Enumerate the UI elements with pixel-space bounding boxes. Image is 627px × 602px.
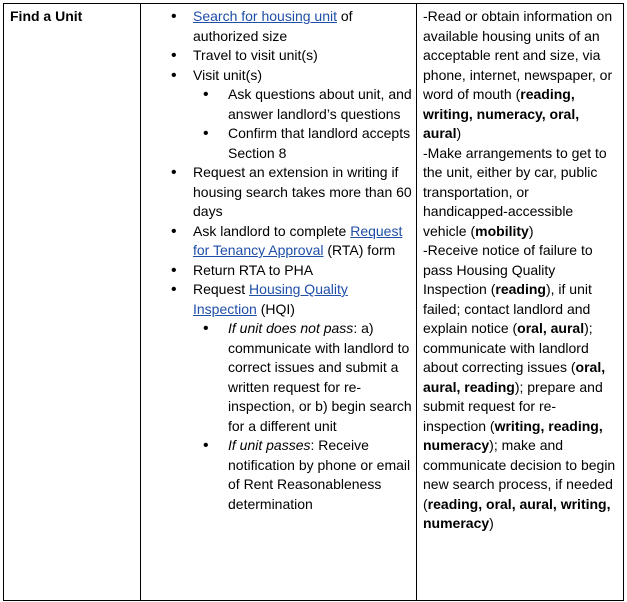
passes-text: : Receive notification by phone or email of Rent Reasonableness determination (228, 437, 411, 512)
task-column (4, 4, 141, 600)
step-hqi (141, 280, 412, 514)
not-pass-italic: If unit does not pass (228, 320, 354, 336)
step-hqi-post: (HQI) (256, 300, 295, 317)
skills-paragraph-3: -Receive notice of failure to pass Housing Quality Inspection (reading), if unit failed; contact landlord and explain notice (oral, aural); communicate with landlord about correcting issues (oral, aural, reading); prepare and submit request for re-inspection (writing, reading, numeracy); make and communicate decision to begin new search process, if needed (reading, oral, aural, writing, numeracy) (423, 242, 616, 531)
rta-link[interactable]: Request for Tenancy Approval (193, 222, 403, 258)
substep-ask-questions: • Ask questions about unit, and answer landlord’s questions (193, 85, 412, 124)
step-visit-text: Visit unit(s) (193, 66, 262, 83)
step-search (141, 7, 412, 46)
step-hqi-pre: Request (193, 281, 250, 297)
hqi-substeps (193, 319, 412, 514)
skills-paragraph-2: -Make arrangements to get to the unit, either by car, public transportation, or handicapped-accessible vehicle (mobility) (423, 144, 607, 239)
substep-passes (193, 436, 412, 514)
activity-table (3, 3, 624, 601)
substep-confirm-section8: • Confirm that landlord accepts Section 8 (193, 124, 412, 163)
task-label: Find a Unit (10, 8, 83, 24)
step-rta (141, 222, 412, 261)
step-return-rta: • Return RTA to PHA (141, 261, 412, 281)
visit-substeps (193, 85, 412, 163)
skills-paragraph-1: -Read or obtain information on available housing units of an acceptable rent and size, via phone, internet, newspaper, or word of mouth (reading, writing, numeracy, oral, aural) (423, 8, 613, 141)
step-visit (141, 66, 412, 164)
substep-not-pass (193, 319, 412, 436)
search-housing-link[interactable]: Search for housing unit (193, 8, 337, 24)
steps-list (141, 7, 412, 514)
step-rta-pre: Ask landlord to complete (193, 222, 351, 239)
skills-column (417, 4, 623, 600)
not-pass-text: : a) communicate with landlord to correct issues and submit a written request for re-inspection, or b) begin search for a different unit (228, 320, 412, 434)
steps-column (141, 4, 417, 600)
step-rta-post: (RTA) form (323, 242, 396, 258)
hqi-link[interactable]: Housing Quality Inspection (193, 281, 348, 317)
step-travel: • Travel to visit unit(s) (141, 46, 412, 66)
step-search-text: of authorized size (193, 8, 353, 44)
step-extension: • Request an extension in writing if housing search takes more than 60 days (141, 163, 412, 222)
passes-italic: If unit passes (228, 437, 311, 453)
